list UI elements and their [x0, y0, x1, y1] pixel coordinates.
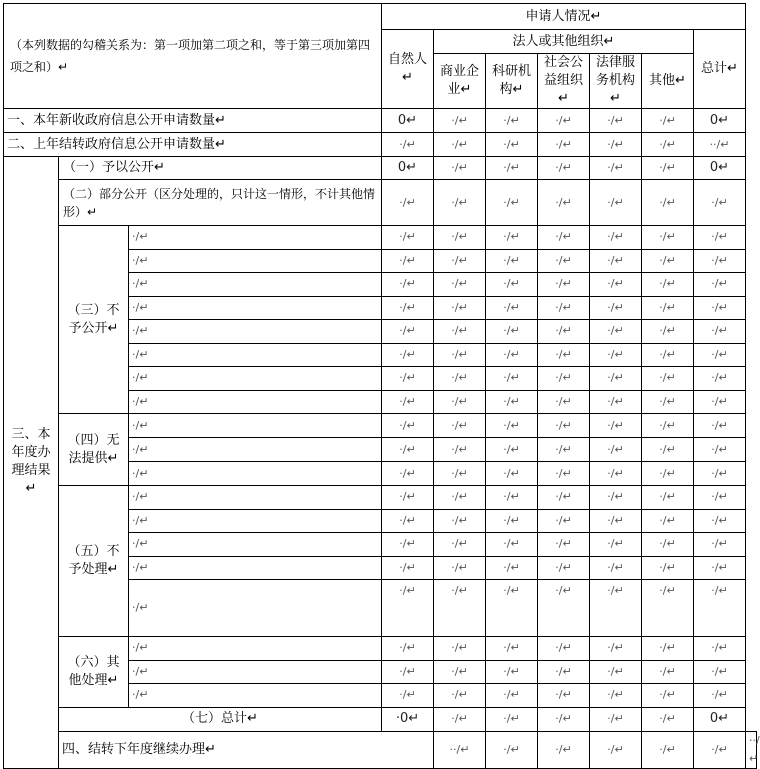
cell: ·/↵ — [486, 533, 538, 557]
cell: ·/↵ — [590, 157, 642, 180]
cell: ·/↵ — [590, 660, 642, 684]
cell: ·/↵ — [382, 180, 434, 226]
cell: ·/↵ — [694, 533, 746, 557]
reason-cell: ·/↵ — [129, 580, 382, 637]
cell: ·/↵ — [434, 533, 486, 557]
cell: ·/↵ — [642, 660, 694, 684]
cell: ·/↵ — [538, 707, 590, 731]
cell: ·/↵ — [434, 367, 486, 391]
row-results-label: 三、本年度办理结果↵ — [4, 157, 59, 769]
cell: ·/↵ — [486, 226, 538, 250]
table-row — [4, 133, 757, 157]
cell: ·/↵ — [434, 637, 486, 661]
cell: ·/↵ — [590, 462, 642, 486]
cell: ··/↵ — [746, 731, 757, 768]
header-natural-person: 自然人↵ — [382, 30, 434, 109]
cell: ·0↵ — [382, 707, 434, 731]
header-total: 总计↵ — [694, 30, 746, 109]
cell: ·/↵ — [538, 367, 590, 391]
reason-cell: ·/↵ — [129, 637, 382, 661]
cell: ·/↵ — [642, 226, 694, 250]
sec-total: （七）总计↵ — [59, 707, 382, 731]
cell: 0↵ — [694, 157, 746, 180]
cell: ·/↵ — [434, 133, 486, 157]
cell: ·/↵ — [434, 320, 486, 344]
reason-cell: ·/↵ — [129, 660, 382, 684]
gov-info-disclosure-table — [3, 3, 760, 769]
cell: ·/↵ — [382, 414, 434, 438]
row-carried-over: 二、上年结转政府信息公开申请数量↵ — [4, 133, 382, 157]
header-other: 其他↵ — [642, 54, 694, 109]
cell: ·/↵ — [434, 390, 486, 414]
cell: ·/↵ — [538, 462, 590, 486]
cell: ·/↵ — [694, 320, 746, 344]
cell: ·/↵ — [538, 486, 590, 510]
reason-cell: ·/↵ — [129, 273, 382, 297]
cell: ·/↵ — [486, 684, 538, 708]
reason-cell: ·/↵ — [129, 509, 382, 533]
cell: ·/↵ — [590, 438, 642, 462]
cell: ·/↵ — [590, 343, 642, 367]
cell: ·/↵ — [642, 556, 694, 580]
sec-partial: （二）部分公开（区分处理的，只计这一情形，不计其他情形）↵ — [59, 180, 382, 226]
cell: ·/↵ — [538, 684, 590, 708]
cell: ·/↵ — [486, 486, 538, 510]
reason-cell: ·/↵ — [129, 438, 382, 462]
cell: ·/↵ — [382, 343, 434, 367]
cell: ·/↵ — [434, 109, 486, 133]
cell: ·/↵ — [434, 273, 486, 297]
cell: 0↵ — [382, 157, 434, 180]
cell: ·/↵ — [434, 249, 486, 273]
table-row — [4, 414, 757, 438]
cell: ·/↵ — [642, 731, 694, 768]
cell: ·/↵ — [382, 509, 434, 533]
cell: ·/↵ — [382, 556, 434, 580]
cell: ·/↵ — [642, 580, 694, 637]
cell: ·/↵ — [590, 486, 642, 510]
cell: ·/↵ — [694, 556, 746, 580]
cell: ·/↵ — [694, 414, 746, 438]
header-research: 科研机构↵ — [486, 54, 538, 109]
cell: ·/↵ — [590, 226, 642, 250]
cell: ·/↵ — [486, 438, 538, 462]
cell: ·/↵ — [538, 390, 590, 414]
cell: ·/↵ — [486, 249, 538, 273]
cell: ·/↵ — [694, 296, 746, 320]
cell: ·/↵ — [382, 580, 434, 637]
cell: ·/↵ — [486, 637, 538, 661]
cell: ·/↵ — [382, 367, 434, 391]
cell: ·/↵ — [434, 509, 486, 533]
cell: ·/↵ — [590, 180, 642, 226]
table-row — [4, 109, 757, 133]
cell: ·/↵ — [590, 707, 642, 731]
cell: ·/↵ — [486, 273, 538, 297]
cell: ·/↵ — [642, 133, 694, 157]
cell: ·/↵ — [382, 226, 434, 250]
cell: ·/↵ — [694, 660, 746, 684]
cell: ·/↵ — [434, 660, 486, 684]
reason-cell: ·/↵ — [129, 684, 382, 708]
cell: ·/↵ — [642, 707, 694, 731]
cell: ·/↵ — [538, 660, 590, 684]
cell: ·/↵ — [590, 731, 642, 768]
sec-disclose: （一）予以公开↵ — [59, 157, 382, 180]
cell: ·/↵ — [486, 390, 538, 414]
cell: ·/↵ — [382, 533, 434, 557]
cell: ·/↵ — [538, 226, 590, 250]
cell: ·/↵ — [434, 414, 486, 438]
cell: 0↵ — [694, 707, 746, 731]
cell: ·/↵ — [590, 637, 642, 661]
cell: ·/↵ — [642, 509, 694, 533]
cell: ·/↵ — [434, 707, 486, 731]
cell: ·/↵ — [642, 367, 694, 391]
cell: ·/↵ — [538, 157, 590, 180]
cell: ·/↵ — [694, 637, 746, 661]
cell: ·/↵ — [538, 509, 590, 533]
cell: ·/↵ — [486, 556, 538, 580]
cell: ·/↵ — [642, 684, 694, 708]
cell: ·/↵ — [642, 180, 694, 226]
cell: ·/↵ — [486, 367, 538, 391]
cell: ·/↵ — [486, 660, 538, 684]
cell: ·/↵ — [538, 133, 590, 157]
cell: ·/↵ — [382, 296, 434, 320]
cell: ·/↵ — [590, 296, 642, 320]
cell: ·/↵ — [434, 343, 486, 367]
cell: ·/↵ — [486, 320, 538, 344]
cell: ·/↵ — [486, 731, 538, 768]
cell: ·/↵ — [642, 533, 694, 557]
cell: ·/↵ — [538, 533, 590, 557]
cell: ·/↵ — [590, 273, 642, 297]
cell: ·/↵ — [642, 320, 694, 344]
cell: ·/↵ — [486, 343, 538, 367]
cell: ·/↵ — [538, 414, 590, 438]
cell: ·/↵ — [694, 226, 746, 250]
cell: ·/↵ — [434, 157, 486, 180]
cell: ·/↵ — [486, 707, 538, 731]
reason-cell: ·/↵ — [129, 367, 382, 391]
cell: ·/↵ — [694, 438, 746, 462]
cell: 0↵ — [382, 109, 434, 133]
cell: ·/↵ — [434, 438, 486, 462]
cell: ·/↵ — [694, 731, 746, 768]
cell: ·/↵ — [486, 580, 538, 637]
row-carry-next-year: 四、结转下年度继续办理↵ — [59, 731, 434, 768]
cell: ·/↵ — [538, 180, 590, 226]
cell: ·/↵ — [642, 462, 694, 486]
cell: ·/↵ — [434, 180, 486, 226]
reason-cell: ·/↵ — [129, 390, 382, 414]
cell: ·/↵ — [590, 509, 642, 533]
cell: ··/↵ — [694, 133, 746, 157]
cell: ·/↵ — [382, 320, 434, 344]
cell: ·/↵ — [694, 249, 746, 273]
table-row — [4, 486, 757, 510]
cell: ·/↵ — [590, 109, 642, 133]
header-applicant: 申请人情况↵ — [382, 4, 746, 30]
cell: ·/↵ — [694, 390, 746, 414]
cell: ·/↵ — [590, 367, 642, 391]
table-row — [4, 226, 757, 250]
cell: ·/↵ — [590, 320, 642, 344]
reason-cell: ·/↵ — [129, 249, 382, 273]
cell: ·/↵ — [434, 226, 486, 250]
cell: ·/↵ — [694, 462, 746, 486]
cell: ·/↵ — [694, 684, 746, 708]
sec-not-process: （五）不予处理↵ — [59, 486, 129, 637]
header-business: 商业企业↵ — [434, 54, 486, 109]
cell: ·/↵ — [538, 637, 590, 661]
table-row — [4, 707, 757, 731]
cell: ·/↵ — [642, 296, 694, 320]
cell: ·/↵ — [486, 157, 538, 180]
reason-cell: ·/↵ — [129, 414, 382, 438]
cell: ·/↵ — [382, 486, 434, 510]
cell: ·/↵ — [642, 438, 694, 462]
cell: ·/↵ — [382, 462, 434, 486]
cell: ·/↵ — [434, 556, 486, 580]
header-social: 社会公益组织↵ — [538, 54, 590, 109]
table-row — [4, 180, 757, 226]
cell: ·/↵ — [590, 414, 642, 438]
cell: ·/↵ — [486, 509, 538, 533]
table-row — [4, 637, 757, 661]
cell: ·/↵ — [694, 367, 746, 391]
reason-cell: ·/↵ — [129, 486, 382, 510]
cell: ·/↵ — [434, 580, 486, 637]
cell: ·/↵ — [642, 414, 694, 438]
cell: ·/↵ — [642, 390, 694, 414]
cell: ·/↵ — [434, 296, 486, 320]
sec-not-disclose: （三）不予公开↵ — [59, 226, 129, 414]
cell: ·/↵ — [642, 109, 694, 133]
cell: ·/↵ — [486, 180, 538, 226]
cell: ·/↵ — [590, 390, 642, 414]
cell: ·/↵ — [382, 684, 434, 708]
cell: ·/↵ — [538, 438, 590, 462]
cell: ·/↵ — [382, 637, 434, 661]
cell: ·/↵ — [694, 343, 746, 367]
cell: ·/↵ — [538, 273, 590, 297]
cell: ·/↵ — [538, 249, 590, 273]
reason-cell: ·/↵ — [129, 296, 382, 320]
cell: ·/↵ — [694, 580, 746, 637]
cell: ·/↵ — [382, 438, 434, 462]
cell: ·/↵ — [382, 133, 434, 157]
sec-unavailable: （四）无法提供↵ — [59, 414, 129, 486]
cell: ·/↵ — [694, 273, 746, 297]
cell: ·/↵ — [538, 320, 590, 344]
cell: ·/↵ — [590, 133, 642, 157]
cell: ·/↵ — [694, 180, 746, 226]
cell: ··/↵ — [434, 731, 486, 768]
cell: ·/↵ — [642, 486, 694, 510]
cell: ·/↵ — [434, 684, 486, 708]
cell: ·/↵ — [538, 343, 590, 367]
table-row — [4, 157, 757, 180]
reason-cell: ·/↵ — [129, 320, 382, 344]
cell: ·/↵ — [590, 684, 642, 708]
cell: ·/↵ — [486, 296, 538, 320]
cell: ·/↵ — [642, 273, 694, 297]
cell: ·/↵ — [538, 556, 590, 580]
cell: ·/↵ — [590, 249, 642, 273]
reason-cell: ·/↵ — [129, 462, 382, 486]
cell: ·/↵ — [590, 580, 642, 637]
cell: ·/↵ — [538, 580, 590, 637]
cell: ·/↵ — [694, 486, 746, 510]
cell: ·/↵ — [694, 509, 746, 533]
reason-cell: ·/↵ — [129, 343, 382, 367]
cell: ·/↵ — [538, 109, 590, 133]
cell: ·/↵ — [382, 660, 434, 684]
cell: ·/↵ — [538, 731, 590, 768]
table-note: （本列数据的勾稽关系为：第一项加第二项之和，等于第三项加第四项之和）↵ — [4, 4, 382, 109]
cell: ·/↵ — [382, 390, 434, 414]
cell: ·/↵ — [642, 249, 694, 273]
cell: ·/↵ — [590, 556, 642, 580]
cell: ·/↵ — [382, 249, 434, 273]
cell: ·/↵ — [434, 462, 486, 486]
cell: ·/↵ — [486, 133, 538, 157]
cell: ·/↵ — [486, 109, 538, 133]
cell: ·/↵ — [434, 486, 486, 510]
cell: ·/↵ — [486, 462, 538, 486]
header-law: 法律服务机构↵ — [590, 54, 642, 109]
cell: ·/↵ — [642, 343, 694, 367]
header-legal-group: 法人或其他组织↵ — [434, 30, 694, 54]
reason-cell: ·/↵ — [129, 226, 382, 250]
reason-cell: ·/↵ — [129, 556, 382, 580]
cell: 0↵ — [694, 109, 746, 133]
cell: ·/↵ — [642, 637, 694, 661]
row-new-requests: 一、本年新收政府信息公开申请数量↵ — [4, 109, 382, 133]
table-row — [4, 731, 757, 768]
cell: ·/↵ — [486, 414, 538, 438]
sec-other-process: （六）其他处理↵ — [59, 637, 129, 708]
reason-cell: ·/↵ — [129, 533, 382, 557]
cell: ·/↵ — [642, 157, 694, 180]
cell: ·/↵ — [538, 296, 590, 320]
cell: ·/↵ — [382, 273, 434, 297]
cell: ·/↵ — [590, 533, 642, 557]
